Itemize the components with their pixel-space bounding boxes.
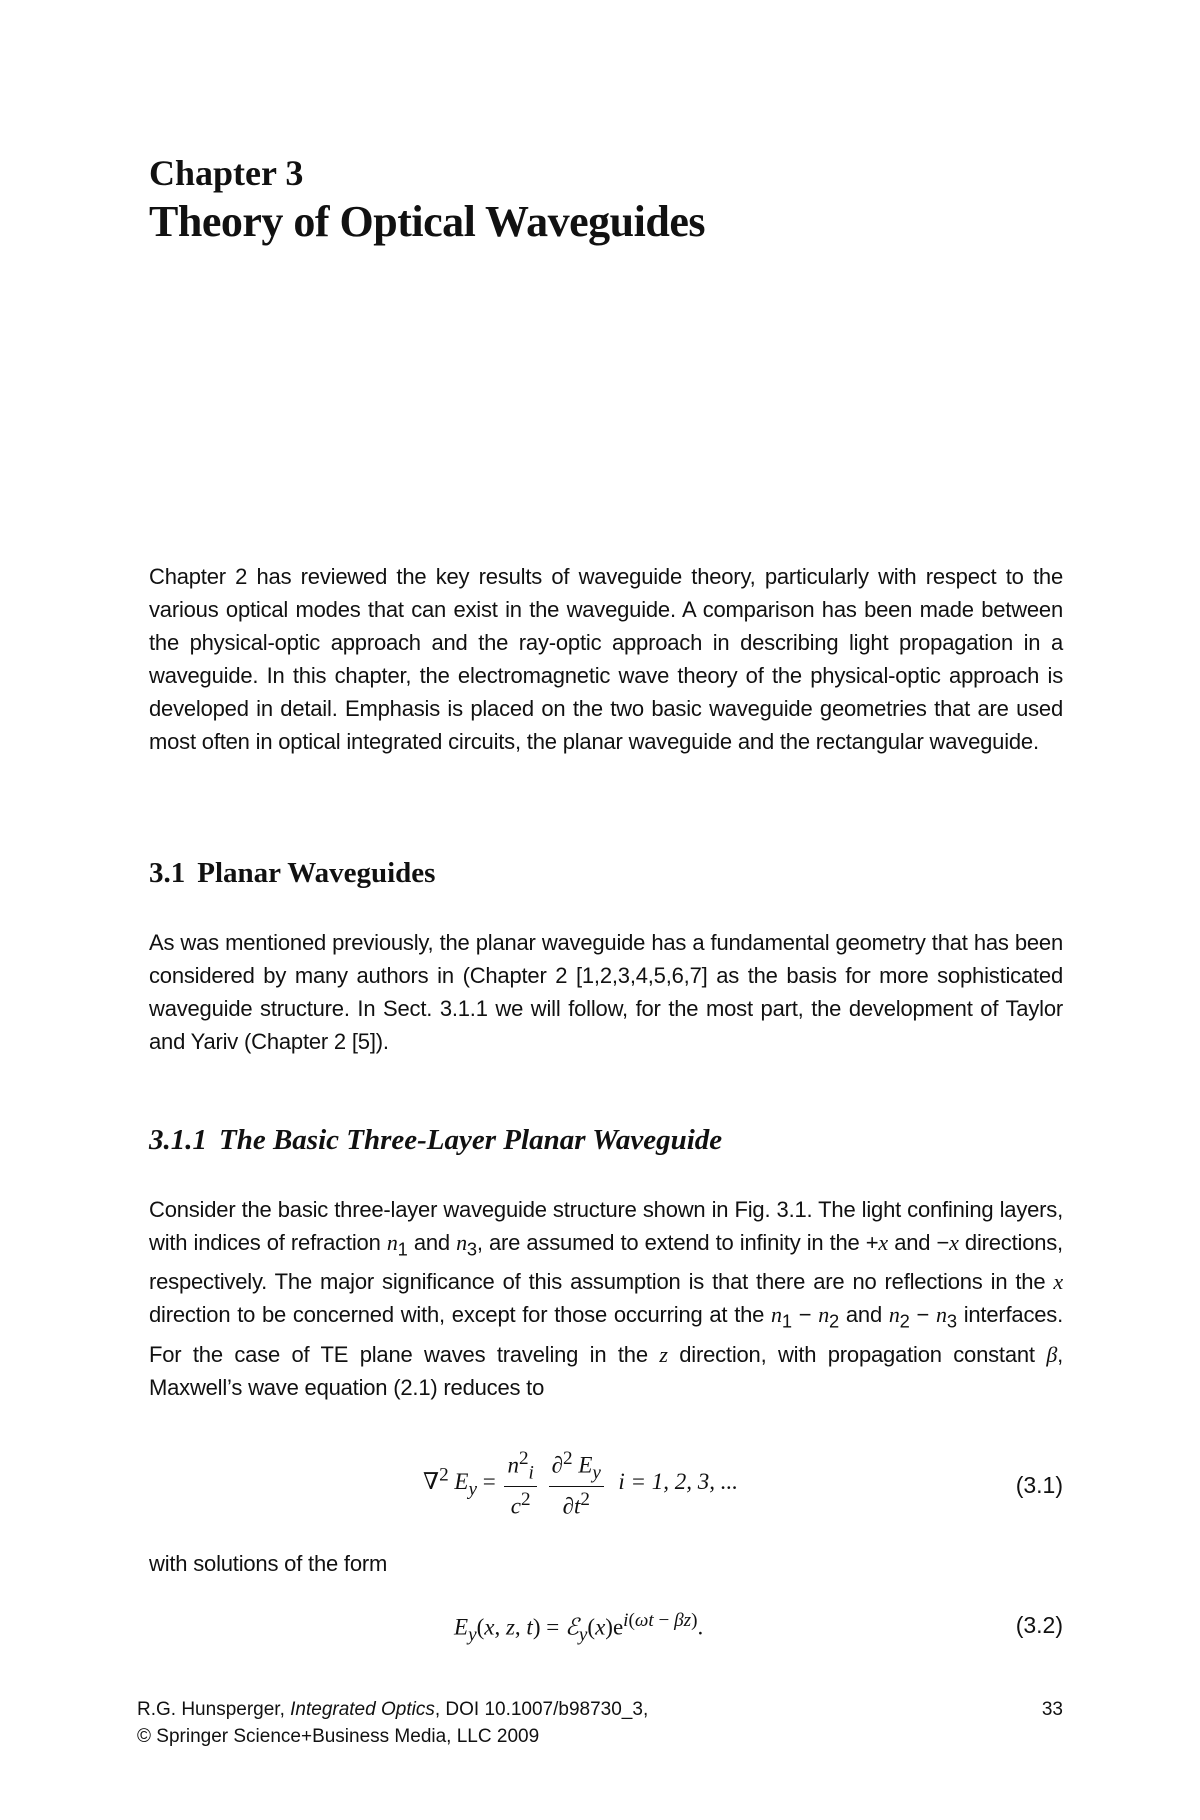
equation-index-range: i = 1, 2, 3, ... — [618, 1469, 739, 1495]
solution-equation: $E_y(x$, z, $t) = ℰ_y(x)e^{i(\omega t - \beta z)}$. — [454, 1610, 704, 1646]
equation-3-2 — [149, 1610, 1063, 1650]
equation-3-1 — [149, 1448, 1063, 1528]
equation-number-3-1: (3.1) — [1015, 1472, 1063, 1498]
wave-equation: ∇$^2$ $E_y$ = $\frac{n^2_i}{c^2}$ $\frac{\partial^2 E_y}{\partial t^2}$ i = 1, 2, 3, ... — [423, 1448, 739, 1519]
footer-citation: R.G. Hunsperger, Integrated Optics, DOI 10.1007/b98730_3, © Springer Science+Business Media, LLC 2009 — [137, 1699, 649, 1747]
subsection-title: The Basic Three-Layer Planar Waveguide — [219, 1124, 723, 1156]
chapter-label: Chapter 3 — [149, 153, 304, 193]
equation-number-3-2: (3.2) — [1015, 1612, 1063, 1638]
section-3-1-paragraph: As was mentioned previously, the planar waveguide has a fundamental geometry that has been considered by many authors in (Chapter 2 [1,2,3,4,5,6,7] as the basis for more sophisticated waveguide structure. In Sect. 3.1.1 we will follow, for the most part, the development of Taylor and Yariv (Chapter 2 [5]). — [149, 930, 1063, 1054]
intro-paragraph: Chapter 2 has reviewed the key results of waveguide theory, particularly with respect to the various optical modes that can exist in the waveguide. A comparison has been made between the physical-optic approach and the ray-optic approach in describing light propagation in a waveguide. In this chapter, the electromagnetic wave theory of the physical-optic approach is developed in detail. Emphasis is placed on the two basic waveguide geometries that are used most often in optical integrated circuits, the planar waveguide and the rectangular waveguide. — [149, 564, 1063, 754]
section-number: 3.1 — [149, 857, 186, 889]
chapter-title: Theory of Optical Waveguides — [149, 197, 705, 246]
section-heading-3-1 — [149, 857, 435, 890]
page-number: 33 — [1041, 1699, 1063, 1720]
section-title: Planar Waveguides — [197, 857, 436, 889]
solutions-sentence: with solutions of the form — [149, 1551, 388, 1576]
subsection-heading-3-1-1 — [149, 1124, 722, 1157]
subsection-3-1-1-paragraph: Consider the basic three-layer waveguide structure shown in Fig. 3.1. The light confining layers, with indices of refraction $n_1$ and $n_3$, are assumed to extend to infinity in the +x and −x directions, respectively. The major significance of this assumption is that there are no reflections in the x direction to be concerned with, except for those occurring at the $n_1 - n_2$ and $n_2 - n_3$ interfaces. For the case of TE plane waves traveling in the z direction, with propagation constant β, Maxwell’s wave equation (2.1) reduces to — [149, 1197, 1063, 1400]
footer-book-title: Integrated Optics — [290, 1699, 435, 1720]
subsection-number: 3.1.1 — [149, 1124, 207, 1156]
footer-copyright: © Springer Science+Business Media, LLC 2009 — [137, 1726, 540, 1747]
